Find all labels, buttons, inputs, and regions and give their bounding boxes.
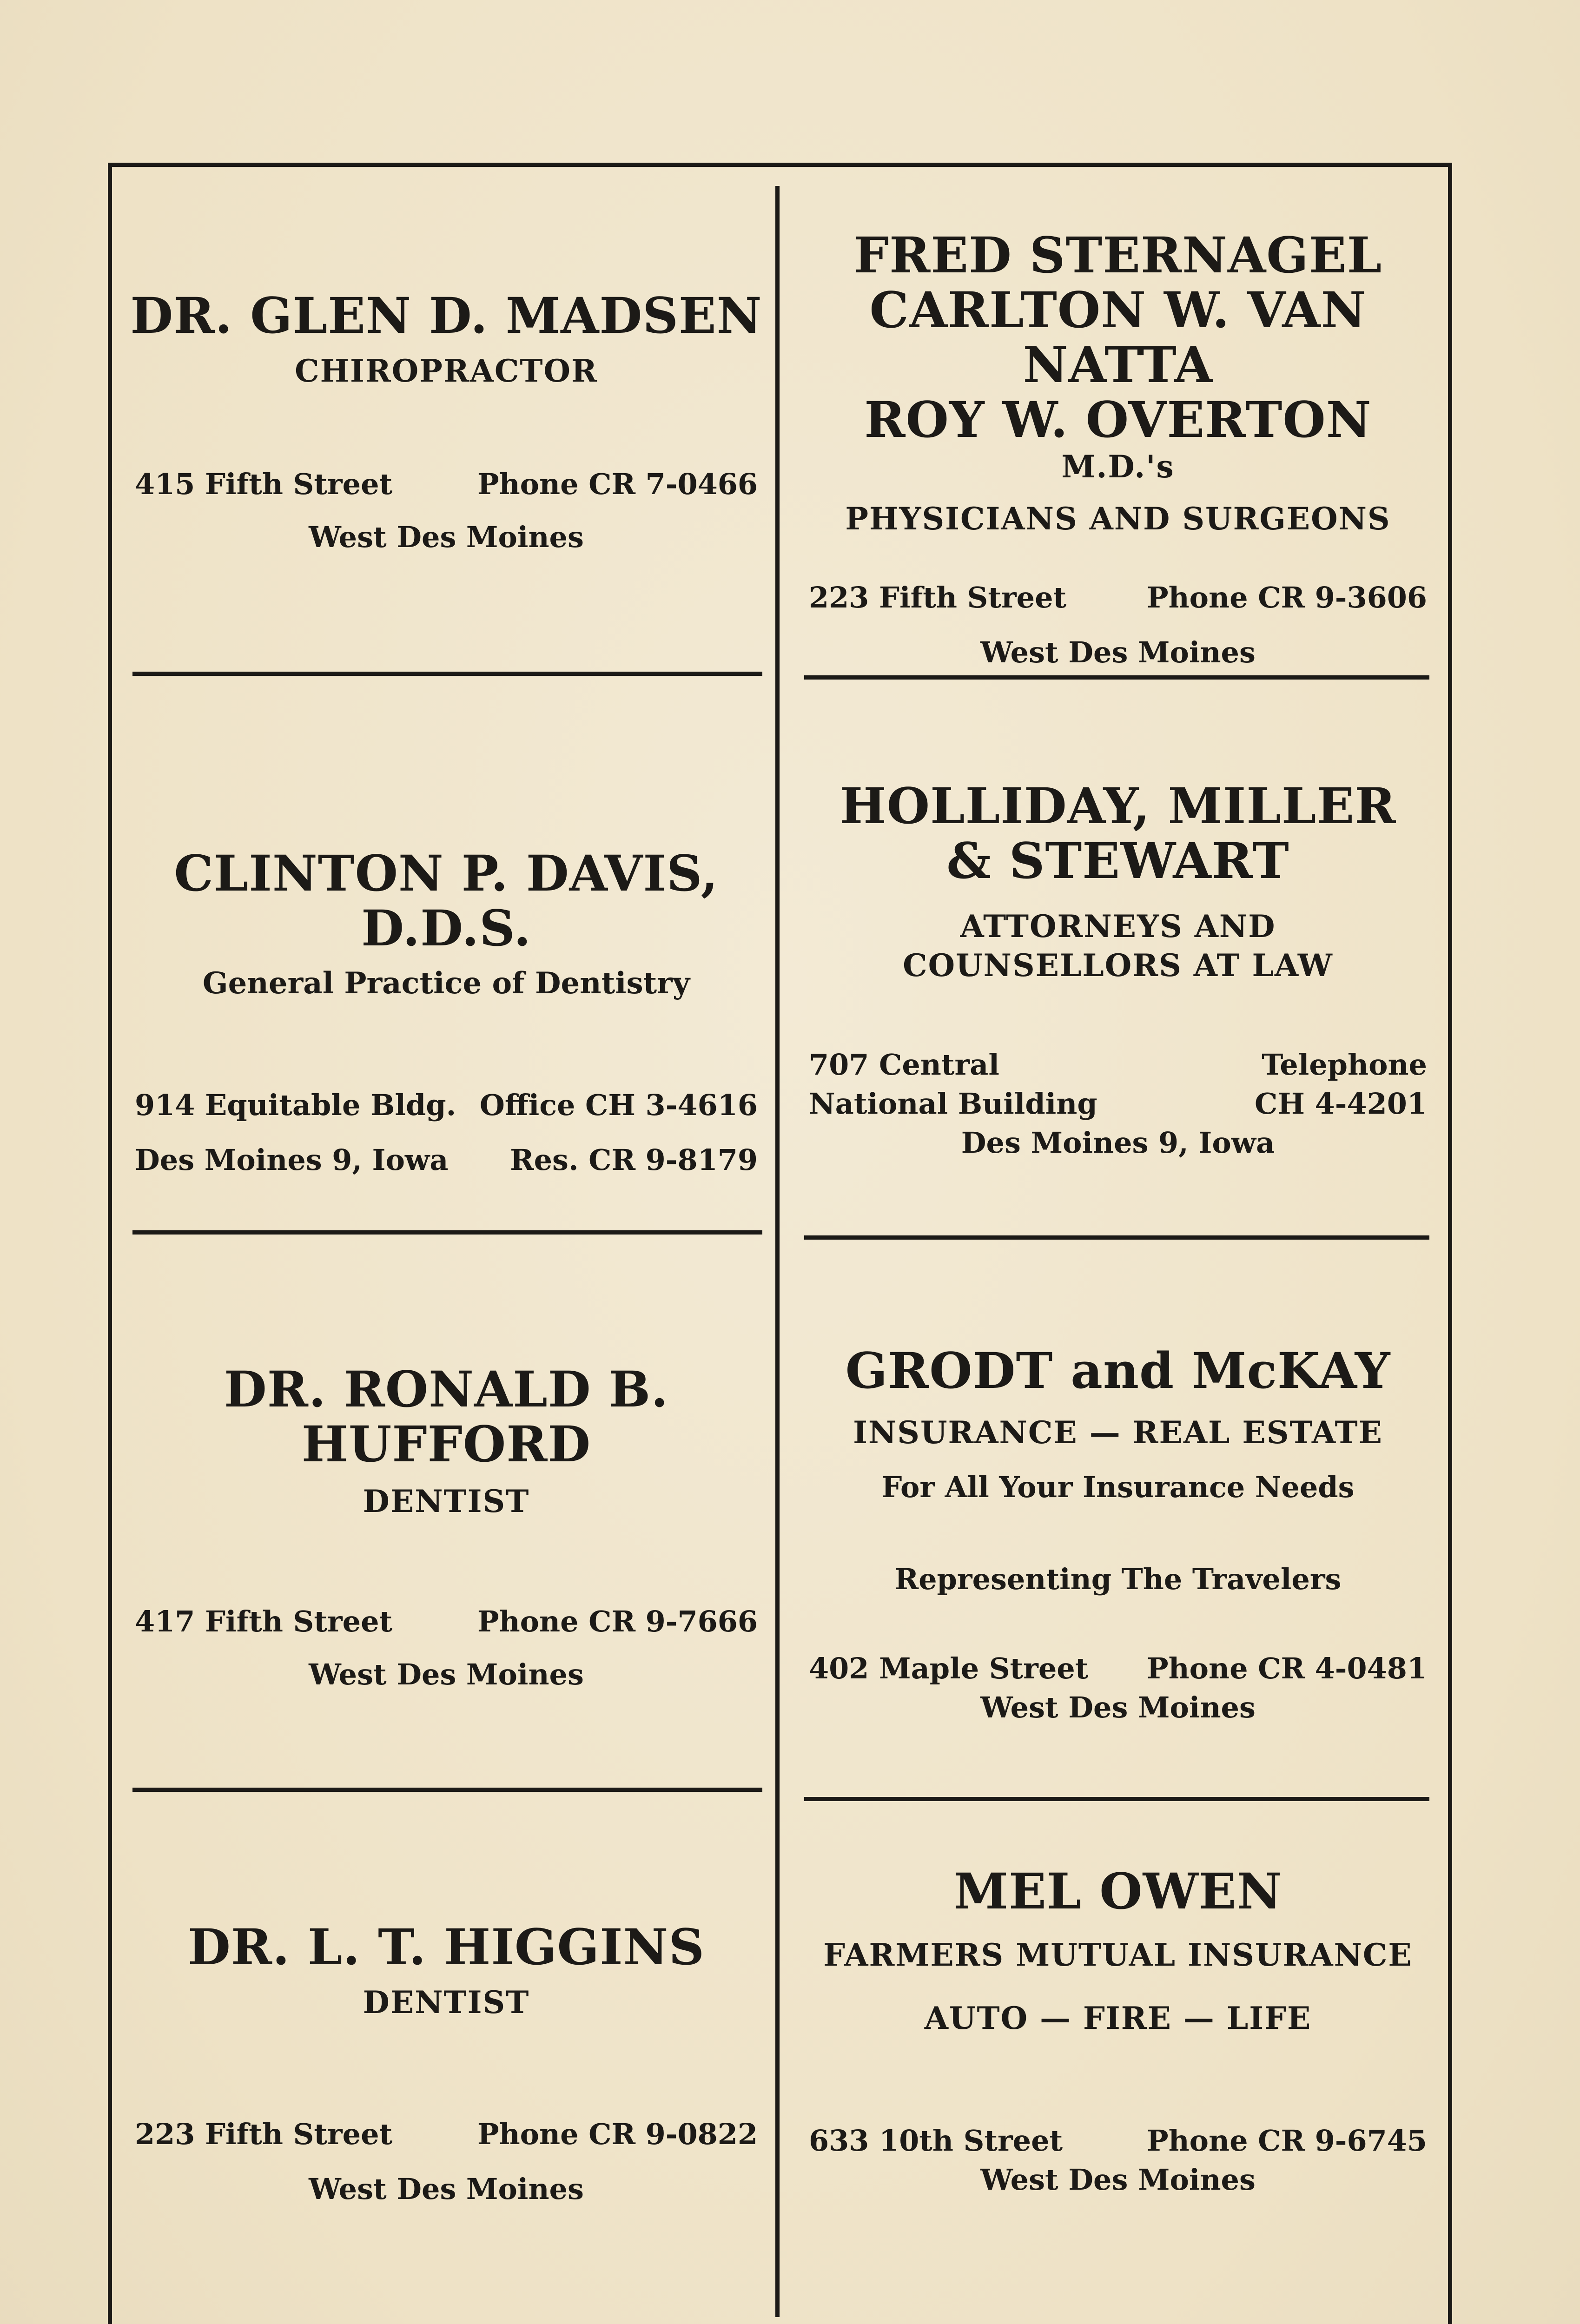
ad-name-line2: HUFFORD	[301, 1415, 591, 1473]
ad-name-line2: CARLTON W. VAN NATTA	[869, 281, 1367, 394]
ad-phone: Phone CR 7-0466	[477, 467, 758, 501]
ad-address-row	[804, 578, 1432, 617]
ad-represent: Representing The Travelers	[894, 1562, 1342, 1596]
ad-owen	[804, 1864, 1432, 2199]
ad-tagline: For All Your Insurance Needs	[881, 1470, 1355, 1504]
ad-title: FARMERS MUTUAL INSURANCE	[823, 1937, 1413, 1973]
ad-address-row	[804, 1649, 1432, 1688]
ad-name-line1: DR. RONALD B.	[224, 1360, 669, 1418]
ad-address: National Building	[809, 1087, 1097, 1121]
ad-phone: Phone CR 9-6745	[1146, 2124, 1427, 2158]
ad-address-row	[130, 465, 762, 504]
ad-address-row	[804, 2121, 1432, 2160]
ad-address-row	[804, 1045, 1432, 1084]
ad-address: 223 Fifth Street	[809, 581, 1067, 614]
ad-city: West Des Moines	[309, 2172, 584, 2206]
ad-address: 415 Fifth Street	[135, 467, 393, 501]
ad-city: West Des Moines	[309, 520, 584, 554]
ad-phone: CH 4-4201	[1255, 1087, 1427, 1121]
ad-degree: M.D.'s	[1061, 449, 1175, 485]
ad-address: 914 Equitable Bldg.	[135, 1088, 456, 1122]
column-divider	[775, 186, 780, 2317]
ad-name-line1: FRED STERNAGEL	[853, 226, 1382, 284]
ad-title-line2: COUNSELLORS AT LAW	[903, 947, 1333, 984]
ad-title: CHIROPRACTOR	[295, 353, 598, 389]
ad-address-row	[130, 1602, 762, 1641]
ad-title: PHYSICIANS AND SURGEONS	[845, 501, 1391, 537]
ad-city: West Des Moines	[309, 1657, 584, 1691]
ad-address-row	[804, 1084, 1432, 1123]
ad-address: 223 Fifth Street	[135, 2117, 393, 2151]
ad-name: GRODT and McKAY	[845, 1341, 1391, 1400]
ad-address: 633 10th Street	[809, 2124, 1063, 2158]
ad-higgins	[130, 1920, 762, 2209]
section-rule	[132, 672, 762, 676]
ad-phone: Phone CR 4-0481	[1146, 1651, 1427, 1685]
ad-lines: AUTO — FIRE — LIFE	[924, 2000, 1312, 2036]
section-rule	[804, 1235, 1429, 1240]
ad-title: INSURANCE — REAL ESTATE	[853, 1414, 1383, 1451]
ad-name: DR. GLEN D. MADSEN	[130, 286, 762, 344]
ad-city: West Des Moines	[980, 1690, 1256, 1724]
ad-name: MEL OWEN	[953, 1862, 1283, 1920]
ad-title-line1: ATTORNEYS AND	[960, 908, 1276, 944]
ad-name: DR. L. T. HIGGINS	[188, 1918, 705, 1976]
ad-grodt	[804, 1343, 1432, 1727]
ad-address-row	[130, 2115, 762, 2154]
section-rule	[804, 1797, 1429, 1801]
ad-phone: Phone CR 9-7666	[477, 1604, 758, 1638]
ad-madsen	[130, 288, 762, 557]
ad-name-line1: HOLLIDAY, MILLER	[840, 777, 1396, 835]
ad-phone-label: Telephone	[1262, 1048, 1427, 1082]
ad-sternagel	[804, 228, 1432, 672]
ad-city: West Des Moines	[980, 635, 1256, 669]
section-rule	[804, 675, 1429, 680]
ad-title: DENTIST	[363, 1984, 530, 2020]
ad-phone: Phone CR 9-3606	[1146, 581, 1427, 614]
ad-city: West Des Moines	[980, 2163, 1256, 2197]
ad-name-line3: ROY W. OVERTON	[864, 390, 1372, 449]
ad-title: DENTIST	[363, 1483, 530, 1519]
ad-phone: Office CH 3-4616	[479, 1088, 758, 1122]
ad-holliday	[804, 779, 1432, 1162]
ad-address-row	[130, 1141, 762, 1180]
ad-davis	[130, 846, 762, 1180]
ad-address-row	[130, 1086, 762, 1125]
ad-city: Des Moines 9, Iowa	[961, 1126, 1275, 1160]
ad-address: 417 Fifth Street	[135, 1604, 393, 1638]
ad-address: 707 Central	[809, 1048, 999, 1082]
ad-hufford	[130, 1362, 762, 1694]
ad-name: CLINTON P. DAVIS, D.D.S.	[174, 844, 719, 957]
section-rule	[132, 1788, 762, 1792]
section-rule	[132, 1230, 762, 1235]
ad-address: Des Moines 9, Iowa	[135, 1143, 449, 1177]
ad-phone: Res. CR 9-8179	[510, 1143, 758, 1177]
ad-title: General Practice of Dentistry	[202, 966, 690, 1001]
ad-name-line2: & STEWART	[946, 832, 1289, 890]
ad-address: 402 Maple Street	[809, 1651, 1089, 1685]
ad-phone: Phone CR 9-0822	[477, 2117, 758, 2151]
